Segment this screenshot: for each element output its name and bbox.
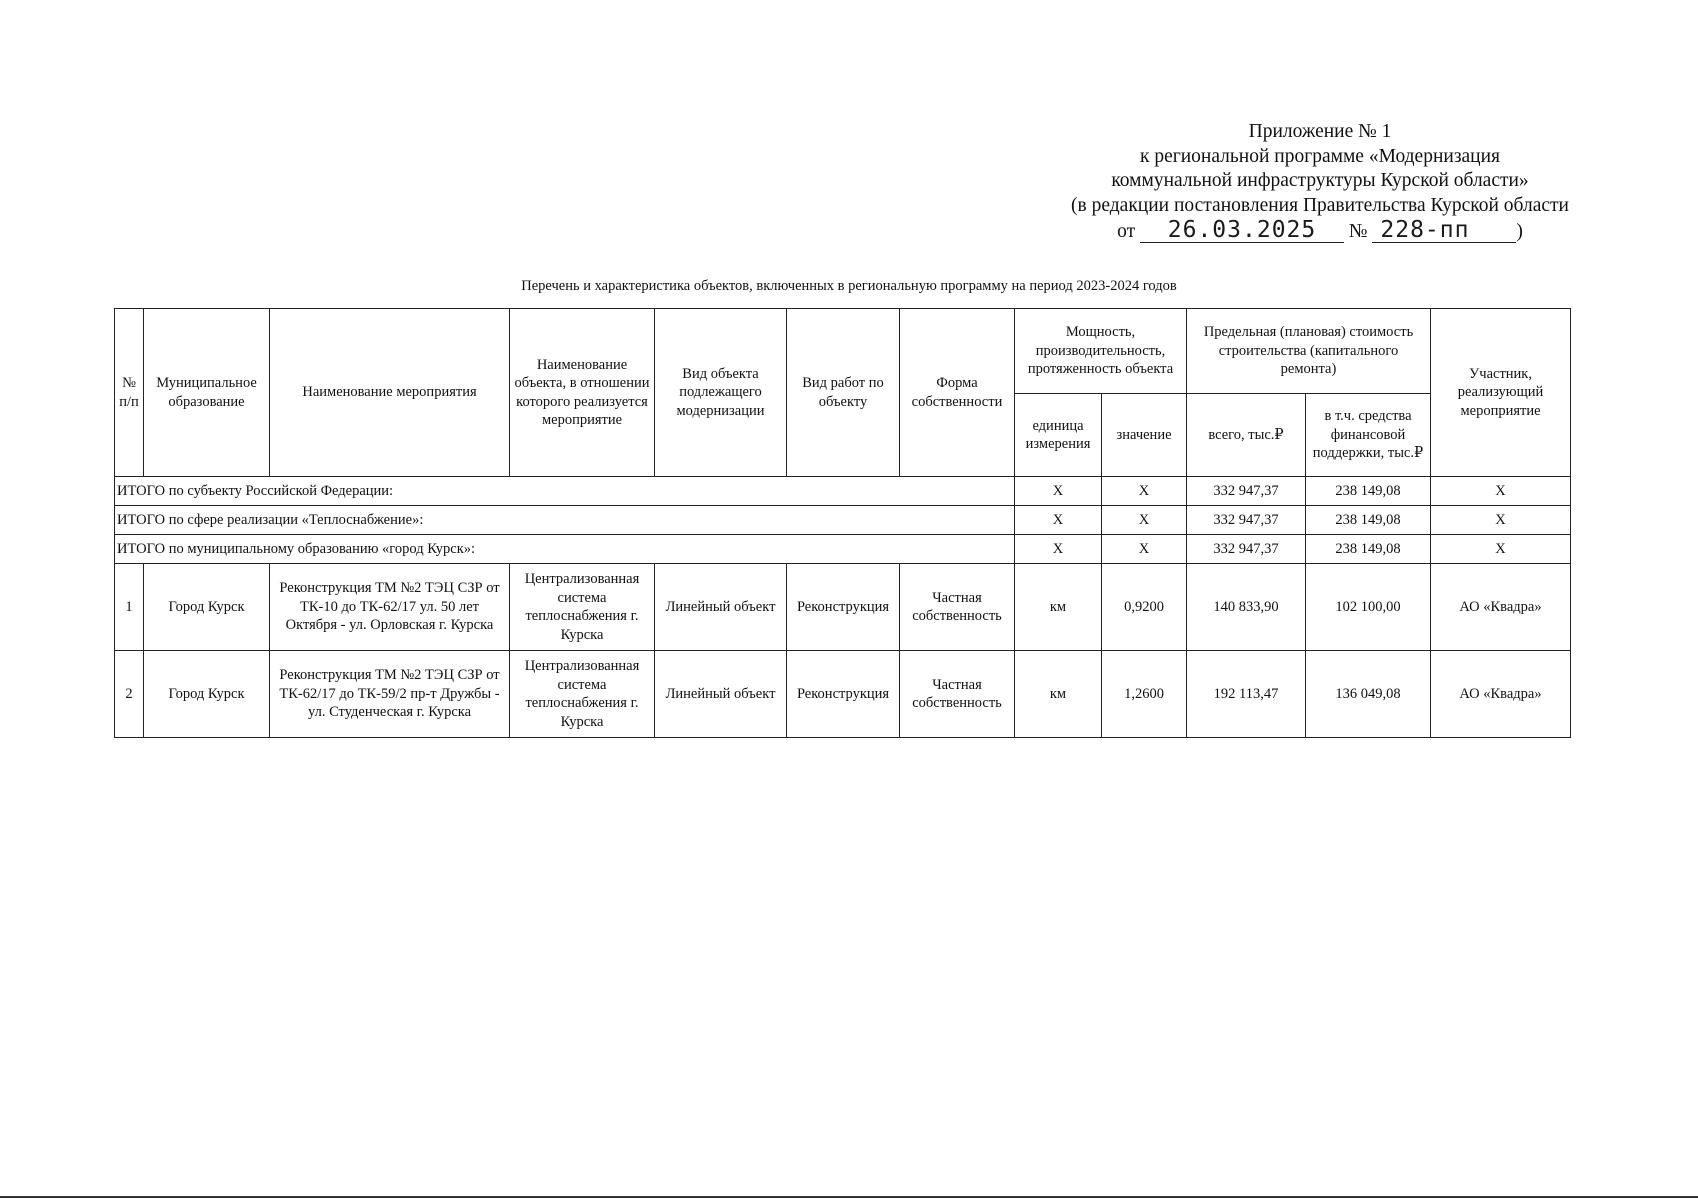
header-work-type: Вид работ по объекту <box>787 309 900 477</box>
summary-support: 238 149,08 <box>1306 535 1431 564</box>
header-ownership: Форма собственности <box>900 309 1015 477</box>
summary-label: ИТОГО по муниципальному образованию «город Курск»: <box>115 535 1015 564</box>
row-object-type: Линейный объект <box>655 564 787 651</box>
annex-header <box>1020 120 1620 248</box>
annex-program-name: коммунальной инфраструктуры Курской области» <box>1111 170 1529 191</box>
summary-row <box>115 535 1571 564</box>
header-object-type: Вид объекта подлежащего модернизации <box>655 309 787 477</box>
header-municipality: Муниципальное образование <box>144 309 270 477</box>
table-row <box>115 651 1571 738</box>
row-work-type: Реконструкция <box>787 651 900 738</box>
row-value: 0,9200 <box>1102 564 1187 651</box>
header-value: значение <box>1102 394 1187 477</box>
row-unit: км <box>1015 564 1102 651</box>
row-ownership: Частная собственность <box>900 651 1015 738</box>
row-work-type: Реконструкция <box>787 564 900 651</box>
row-total: 192 113,47 <box>1187 651 1306 738</box>
row-municipality: Город Курск <box>144 564 270 651</box>
summary-participant: Х <box>1431 535 1571 564</box>
handwritten-date: 26.03.2025 <box>1140 218 1344 243</box>
row-num: 1 <box>115 564 144 651</box>
row-participant: АО «Квадра» <box>1431 651 1571 738</box>
closing-bracket: ) <box>1516 221 1523 242</box>
header-num: № п/п <box>115 309 144 477</box>
table-title: Перечень и характеристика объектов, включенных в региональную программу на период 2023-2024 годов <box>521 278 1177 294</box>
summary-total: 332 947,37 <box>1187 506 1306 535</box>
summary-value: Х <box>1102 535 1187 564</box>
row-municipality: Город Курск <box>144 651 270 738</box>
from-label: от <box>1117 221 1136 242</box>
row-total: 140 833,90 <box>1187 564 1306 651</box>
header-participant: Участник, реализующий мероприятие <box>1431 309 1571 477</box>
row-participant: АО «Квадра» <box>1431 564 1571 651</box>
header-capacity-group: Мощность, производительность, протяженность объекта <box>1015 309 1187 394</box>
header-cost-group: Предельная (плановая) стоимость строительства (капитального ремонта) <box>1187 309 1431 394</box>
header-event-name: Наименование мероприятия <box>270 309 510 477</box>
row-num: 2 <box>115 651 144 738</box>
row-object-name: Централизованная система теплоснабжения г. Курска <box>510 651 655 738</box>
annex-date-line <box>1020 218 1620 248</box>
header-object-name: Наименование объекта, в отношении которого реализуется мероприятие <box>510 309 655 477</box>
summary-label: ИТОГО по сфере реализации «Теплоснабжение»: <box>115 506 1015 535</box>
header-cost-total: всего, тыс.₽ <box>1187 394 1306 477</box>
summary-value: Х <box>1102 506 1187 535</box>
summary-support: 238 149,08 <box>1306 506 1431 535</box>
row-support: 136 049,08 <box>1306 651 1431 738</box>
row-support: 102 100,00 <box>1306 564 1431 651</box>
row-ownership: Частная собственность <box>900 564 1015 651</box>
summary-unit: Х <box>1015 477 1102 506</box>
row-value: 1,2600 <box>1102 651 1187 738</box>
summary-unit: Х <box>1015 535 1102 564</box>
objects-table <box>114 308 1571 738</box>
scan-bottom-edge <box>0 1196 1698 1198</box>
summary-row <box>115 506 1571 535</box>
summary-label: ИТОГО по субъекту Российской Федерации: <box>115 477 1015 506</box>
header-cost-support: в т.ч. средства финансовой поддержки, тыс.₽ <box>1306 394 1431 477</box>
summary-row <box>115 477 1571 506</box>
number-label: № <box>1348 221 1368 242</box>
annex-program-line: к региональной программе «Модернизация <box>1139 145 1501 167</box>
summary-support: 238 149,08 <box>1306 477 1431 506</box>
summary-total: 332 947,37 <box>1187 535 1306 564</box>
summary-total: 332 947,37 <box>1187 477 1306 506</box>
summary-value: Х <box>1102 477 1187 506</box>
row-object-type: Линейный объект <box>655 651 787 738</box>
row-event-name: Реконструкция ТМ №2 ТЭЦ СЗР от ТК-62/17 до ТК-59/2 пр-т Дружбы - ул. Студенческая г. Курска <box>270 651 510 738</box>
table-row <box>115 564 1571 651</box>
header-unit: единица измерения <box>1015 394 1102 477</box>
row-unit: км <box>1015 651 1102 738</box>
handwritten-number: 228-пп <box>1372 218 1516 243</box>
summary-participant: Х <box>1431 477 1571 506</box>
row-event-name: Реконструкция ТМ №2 ТЭЦ СЗР от ТК-10 до ТК-62/17 ул. 50 лет Октября - ул. Орловская г. Курска <box>270 564 510 651</box>
annex-title: Приложение № 1 <box>1248 121 1392 142</box>
annex-edition-note: (в редакции постановления Правительства Курской области <box>1071 194 1569 216</box>
summary-participant: Х <box>1431 506 1571 535</box>
summary-unit: Х <box>1015 506 1102 535</box>
row-object-name: Централизованная система теплоснабжения г. Курска <box>510 564 655 651</box>
